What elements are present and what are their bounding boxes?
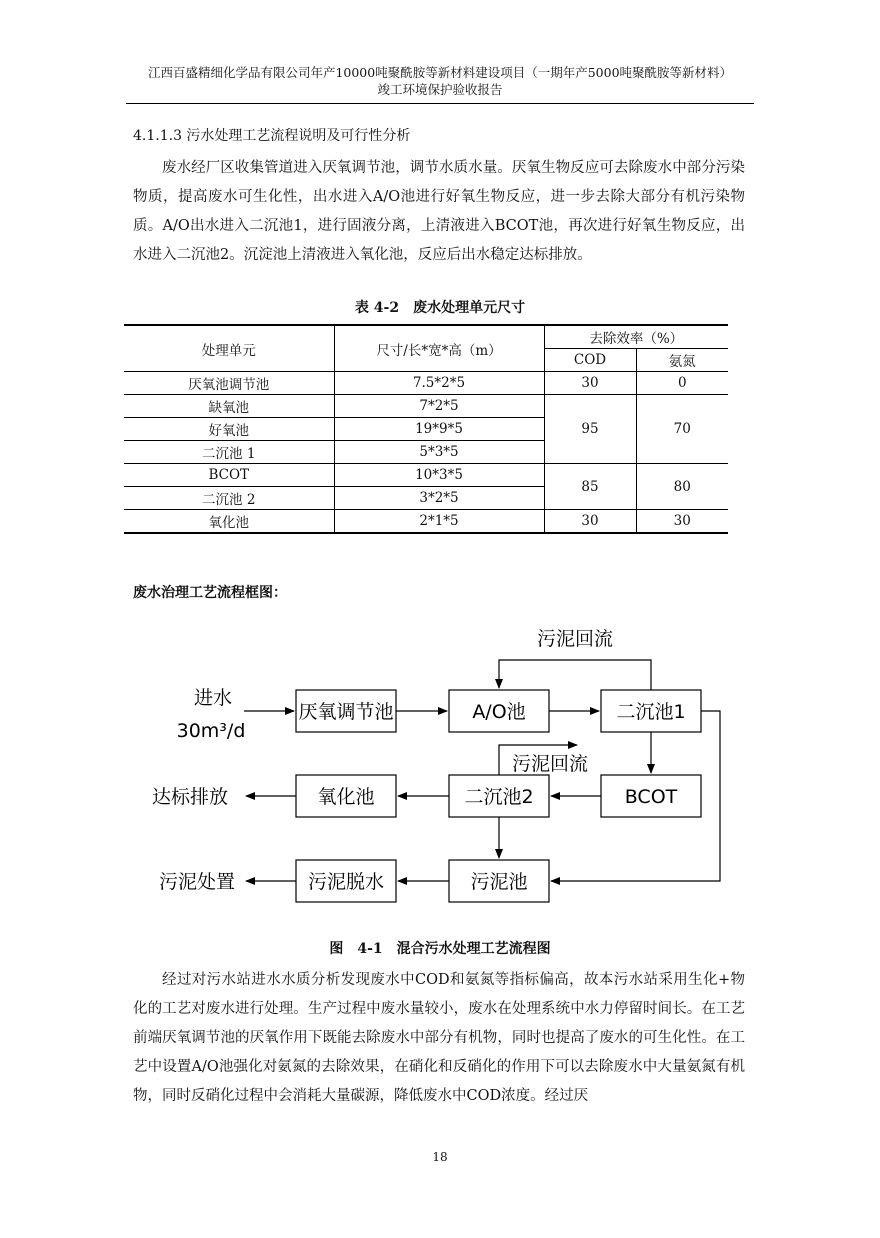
paragraph-process-description: 废水经厂区收集管道进入厌氧调节池，调节水质水量。厌氧生物反应可去除废水中部分污染物质，提高废水可生化性，出水进入A/O池进行好氧生物反应，进一步去除大部分有机污染物质。A/O出水进入二沉池1，进行固液分离，上清液进入BCOT池，再次进行好氧生物反应，出水进入二沉池2。沉淀池上清液进入氧化池，反应后出水稳定达标排放。 xyxy=(133,160,745,263)
cell-unit: 缺氧池 xyxy=(124,395,334,418)
label-secondary-clarifier-2: 二沉池2 xyxy=(464,786,534,808)
header-line-1: 江西百盛精细化学品有限公司年产10000吨聚酰胺等新材料建设项目（一期年产5000吨聚酰胺等新材料） xyxy=(147,65,733,80)
header-cod: COD xyxy=(544,349,636,372)
paragraph-analysis: 经过对污水站进水水质分析发现废水中COD和氨氮等指标偏高，故本污水站采用生化+物化的工艺对废水进行处理。生产过程中废水量较小，废水在处理系统中水力停留时间长。在工艺前端厌氧调节池的厌氧作用下既能去除废水中部分有机物，同时也提高了废水的可生化性。在工艺中设置A/O池强化对氨氮的去除效果，在硝化和反硝化的作用下可以去除废水中大量氨氮有机物，同时反硝化过程中会消耗大量碳源，降低废水中COD浓度。经过厌 xyxy=(133,972,745,1104)
table-title: 表 4-2 废水处理单元尺寸 xyxy=(354,300,526,316)
label-bcot: BCOT xyxy=(624,786,678,808)
cell-size: 10*3*5 xyxy=(334,464,544,487)
label-inlet: 进水 xyxy=(193,687,233,709)
cell-cod: 85 xyxy=(544,464,636,510)
page-number: 18 xyxy=(432,1150,448,1164)
label-sludge-dewatering: 污泥脱水 xyxy=(307,871,385,893)
cell-unit: 二沉池 2 xyxy=(124,487,334,510)
cell-size: 19*9*5 xyxy=(334,418,544,441)
flowchart-heading: 废水治理工艺流程框图： xyxy=(133,585,287,601)
cell-unit: 好氧池 xyxy=(124,418,334,441)
label-inlet-rate: 30m³/d xyxy=(176,720,246,742)
label-sludge-return-mid: 污泥回流 xyxy=(511,753,589,775)
header-size: 尺寸/长*宽*高（m） xyxy=(334,325,544,372)
cell-nh3n: 30 xyxy=(636,510,728,534)
cell-unit: 厌氧池调节池 xyxy=(124,372,334,395)
header-removal: 去除效率（%） xyxy=(544,325,728,349)
label-oxidation-tank: 氧化池 xyxy=(317,786,375,808)
cell-size: 2*1*5 xyxy=(334,510,544,534)
cell-size: 7.5*2*5 xyxy=(334,372,544,395)
cell-unit: 二沉池 1 xyxy=(124,441,334,464)
cell-nh3n: 0 xyxy=(636,372,728,395)
label-secondary-clarifier-1: 二沉池1 xyxy=(616,701,686,723)
header-unit: 处理单元 xyxy=(124,325,334,372)
label-ao-tank: A/O池 xyxy=(472,701,526,723)
figure-title: 图 4-1 混合污水处理工艺流程图 xyxy=(329,941,551,957)
cell-cod: 30 xyxy=(544,510,636,534)
section-title: 4.1.1.3 污水处理工艺流程说明及可行性分析 xyxy=(133,128,411,144)
cell-nh3n: 80 xyxy=(636,464,728,510)
header-nh3n: 氨氮 xyxy=(636,349,728,372)
label-sludge-tank: 污泥池 xyxy=(470,871,528,893)
cell-unit: BCOT xyxy=(124,464,334,487)
label-sludge-return-top: 污泥回流 xyxy=(536,628,614,650)
label-sludge-disposal: 污泥处置 xyxy=(158,871,236,893)
cell-size: 5*3*5 xyxy=(334,441,544,464)
label-anaerobic-tank: 厌氧调节池 xyxy=(298,701,394,723)
cell-cod: 95 xyxy=(544,395,636,464)
cell-size: 7*2*5 xyxy=(334,395,544,418)
label-discharge: 达标排放 xyxy=(151,786,229,808)
cell-nh3n: 70 xyxy=(636,395,728,464)
cell-unit: 氧化池 xyxy=(124,510,334,534)
arrow-sludge-return-top xyxy=(499,660,651,690)
cell-cod: 30 xyxy=(544,372,636,395)
cell-size: 3*2*5 xyxy=(334,487,544,510)
header-line-2: 竣工环境保护验收报告 xyxy=(377,82,503,97)
